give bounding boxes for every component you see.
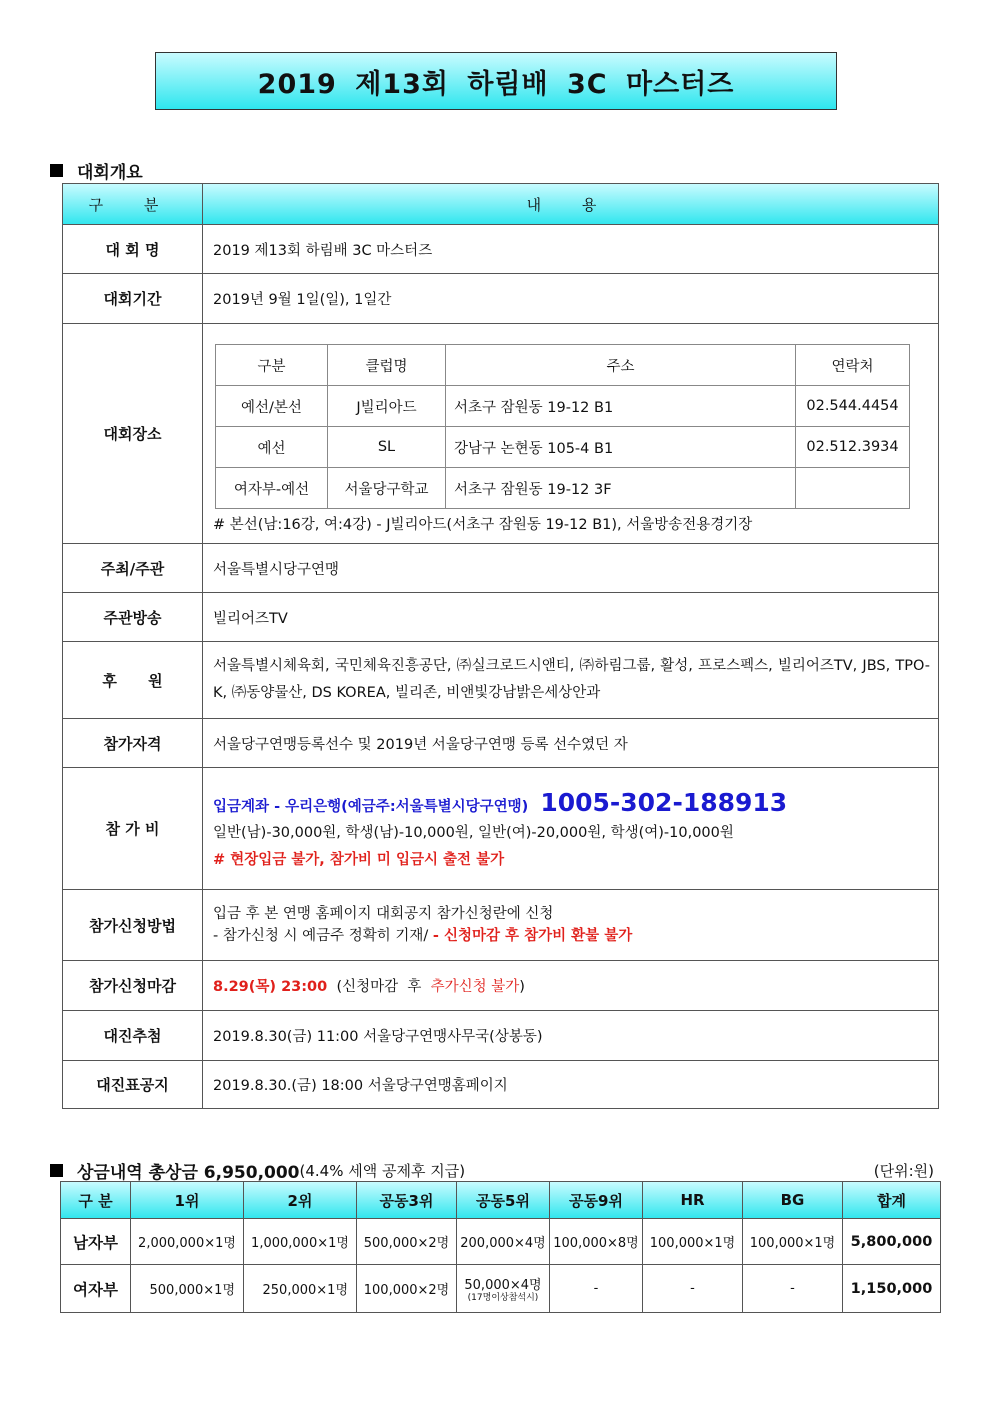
- prize-total: 5,800,000: [843, 1219, 941, 1265]
- prize-header: 공동3위: [357, 1182, 457, 1219]
- venue-address: 서초구 잠원동 19-12 3F: [446, 468, 796, 509]
- prize-row-label: 남자부: [61, 1219, 131, 1265]
- fee-warning: # 현장입금 불가, 참가비 미 입금시 출전 불가: [213, 852, 505, 868]
- value-eligibility: 서울당구연맹등록선수 및 2019년 서울당구연맹 등록 선수였던 자: [203, 719, 939, 768]
- value-draw: 2019.8.30(금) 11:00 서울당구연맹사무국(상봉동): [203, 1011, 939, 1061]
- label-broadcast: 주관방송: [63, 593, 203, 642]
- row-fee: [63, 768, 939, 890]
- prize-cell: [457, 1265, 550, 1313]
- fee-account-label: 입금계좌 - 우리은행(예금주:서울특별시당구연맹): [213, 799, 529, 815]
- fee-amounts: 일반(남)-30,000원, 학생(남)-10,000원, 일반(여)-20,000원, 학생(여)-10,000원: [213, 825, 734, 841]
- header-content: 내 용: [203, 184, 939, 225]
- prize-cell: -: [743, 1265, 843, 1313]
- value-sponsor: 서울특별시체육회, 국민체육진흥공단, ㈜실크로드시앤티, ㈜하림그룹, 활성, 프로스펙스, 빌리어즈TV, JBS, TPO-K, ㈜동양물산, DS KOREA, 빌리존, 비앤빛강남밝은세상안과: [203, 642, 939, 719]
- prize-header: 공동9위: [550, 1182, 643, 1219]
- square-bullet-icon: [50, 164, 63, 177]
- prize-cell: 1,000,000×1명: [244, 1219, 357, 1265]
- venue-row: [216, 468, 910, 509]
- venue-contact: [796, 468, 910, 509]
- row-period: [63, 274, 939, 324]
- prize-header: 합계: [843, 1182, 941, 1219]
- venue-type: 여자부-예선: [216, 468, 328, 509]
- deadline-note-post: ): [519, 979, 525, 995]
- prize-header: 2위: [244, 1182, 357, 1219]
- value-deadline: [203, 961, 939, 1011]
- prize-cell: 250,000×1명: [244, 1265, 357, 1313]
- value-method: [203, 890, 939, 961]
- prize-header: 1위: [131, 1182, 244, 1219]
- venue-contact: 02.544.4454: [796, 386, 910, 427]
- value-name: 2019 제13회 하림배 3C 마스터즈: [203, 225, 939, 274]
- header-category: 구 분: [63, 184, 203, 225]
- row-sponsor: [63, 642, 939, 719]
- prize-total: 1,150,000: [843, 1265, 941, 1313]
- row-eligibility: [63, 719, 939, 768]
- overview-heading: [50, 158, 143, 183]
- value-period: 2019년 9월 1일(일), 1일간: [203, 274, 939, 324]
- prize-cell: 100,000×2명: [357, 1265, 457, 1313]
- method-line2: - 참가신청 시 예금주 정확히 기재/: [213, 928, 433, 944]
- method-refund-warning: - 신청마감 후 참가비 환불 불가: [432, 928, 633, 944]
- venue-type: 예선/본선: [216, 386, 328, 427]
- method-line1: 입금 후 본 연맹 홈페이지 대회공지 참가신청란에 신청: [213, 906, 554, 922]
- venue-club: SL: [328, 427, 446, 468]
- row-name: [63, 225, 939, 274]
- venue-header-type: 구분: [216, 345, 328, 386]
- prize-header: BG: [743, 1182, 843, 1219]
- prize-header: HR: [643, 1182, 743, 1219]
- overview-heading-text: 대회개요: [77, 163, 143, 183]
- prize-cell: 2,000,000×1명: [131, 1219, 244, 1265]
- label-name: 대 회 명: [63, 225, 203, 274]
- venue-address: 강남구 논현동 105-4 B1: [446, 427, 796, 468]
- prize-cell-note: (17명이상참석시): [467, 1292, 539, 1303]
- venue-header-row: [216, 345, 910, 386]
- prize-row-men: [61, 1219, 941, 1265]
- row-draw: [63, 1011, 939, 1061]
- label-method: 참가신청방법: [63, 890, 203, 961]
- prize-unit: (단위:원): [873, 1162, 934, 1180]
- value-broadcast: 빌리어즈TV: [203, 593, 939, 642]
- label-sponsor: 후 원: [63, 642, 203, 719]
- row-broadcast: [63, 593, 939, 642]
- row-announce: [63, 1061, 939, 1109]
- value-announce: 2019.8.30.(금) 18:00 서울당구연맹홈페이지: [203, 1061, 939, 1109]
- prize-row-label: 여자부: [61, 1265, 131, 1313]
- value-host: 서울특별시당구연맹: [203, 544, 939, 593]
- label-fee: 참 가 비: [63, 768, 203, 890]
- prize-header: 구 분: [61, 1182, 131, 1219]
- row-deadline: [63, 961, 939, 1011]
- venue-contact: 02.512.3934: [796, 427, 910, 468]
- venue-header-club: 클럽명: [328, 345, 446, 386]
- venue-header-address: 주소: [446, 345, 796, 386]
- label-announce: 대진표공지: [63, 1061, 203, 1109]
- prize-heading-text: 상금내역 총상금 6,950,000: [77, 1163, 300, 1183]
- prize-row-women: [61, 1265, 941, 1313]
- prize-cell: 500,000×1명: [131, 1265, 244, 1313]
- venue-club: J빌리아드: [328, 386, 446, 427]
- row-method: [63, 890, 939, 961]
- label-period: 대회기간: [63, 274, 203, 324]
- deadline-date: 8.29(목) 23:00: [213, 979, 328, 995]
- fee-account-number: 1005-302-188913: [540, 788, 788, 817]
- venue-cell: [203, 324, 939, 544]
- label-venue: 대회장소: [63, 324, 203, 544]
- deadline-note-red: 추가신청 불가: [430, 979, 520, 995]
- prize-cell: 100,000×1명: [643, 1219, 743, 1265]
- prize-cell: 500,000×2명: [357, 1219, 457, 1265]
- prize-heading: [50, 1158, 934, 1183]
- prize-cell: -: [643, 1265, 743, 1313]
- label-host: 주최/주관: [63, 544, 203, 593]
- prize-cell: 100,000×1명: [743, 1219, 843, 1265]
- square-bullet-icon: [50, 1164, 63, 1177]
- deadline-note-pre: (신청마감 후: [327, 979, 431, 995]
- label-deadline: 참가신청마감: [63, 961, 203, 1011]
- label-draw: 대진추첨: [63, 1011, 203, 1061]
- prize-cell: 100,000×8명: [550, 1219, 643, 1265]
- page-title: 2019 제13회 하림배 3C 마스터즈: [155, 52, 837, 110]
- venue-note: # 본선(남:16강, 여:4강) - J빌리아드(서초구 잠원동 19-12 B1), 서울방송전용경기장: [213, 517, 753, 533]
- row-venue: [63, 324, 939, 544]
- prize-cell-value: 50,000×4명: [464, 1277, 542, 1293]
- venue-club: 서울당구학교: [328, 468, 446, 509]
- row-host: [63, 544, 939, 593]
- venue-address: 서초구 잠원동 19-12 B1: [446, 386, 796, 427]
- prize-cell: 200,000×4명: [457, 1219, 550, 1265]
- prize-header-row: [61, 1182, 941, 1219]
- venue-table: [215, 344, 910, 509]
- prize-header: 공동5위: [457, 1182, 550, 1219]
- venue-header-contact: 연락처: [796, 345, 910, 386]
- prize-cell: -: [550, 1265, 643, 1313]
- value-fee: [203, 768, 939, 890]
- prize-table: [60, 1181, 941, 1313]
- overview-header-row: [63, 184, 939, 225]
- venue-row: [216, 386, 910, 427]
- venue-row: [216, 427, 910, 468]
- prize-heading-note: (4.4% 세액 공제후 지급): [299, 1162, 466, 1180]
- label-eligibility: 참가자격: [63, 719, 203, 768]
- overview-table: [62, 183, 939, 1109]
- venue-type: 예선: [216, 427, 328, 468]
